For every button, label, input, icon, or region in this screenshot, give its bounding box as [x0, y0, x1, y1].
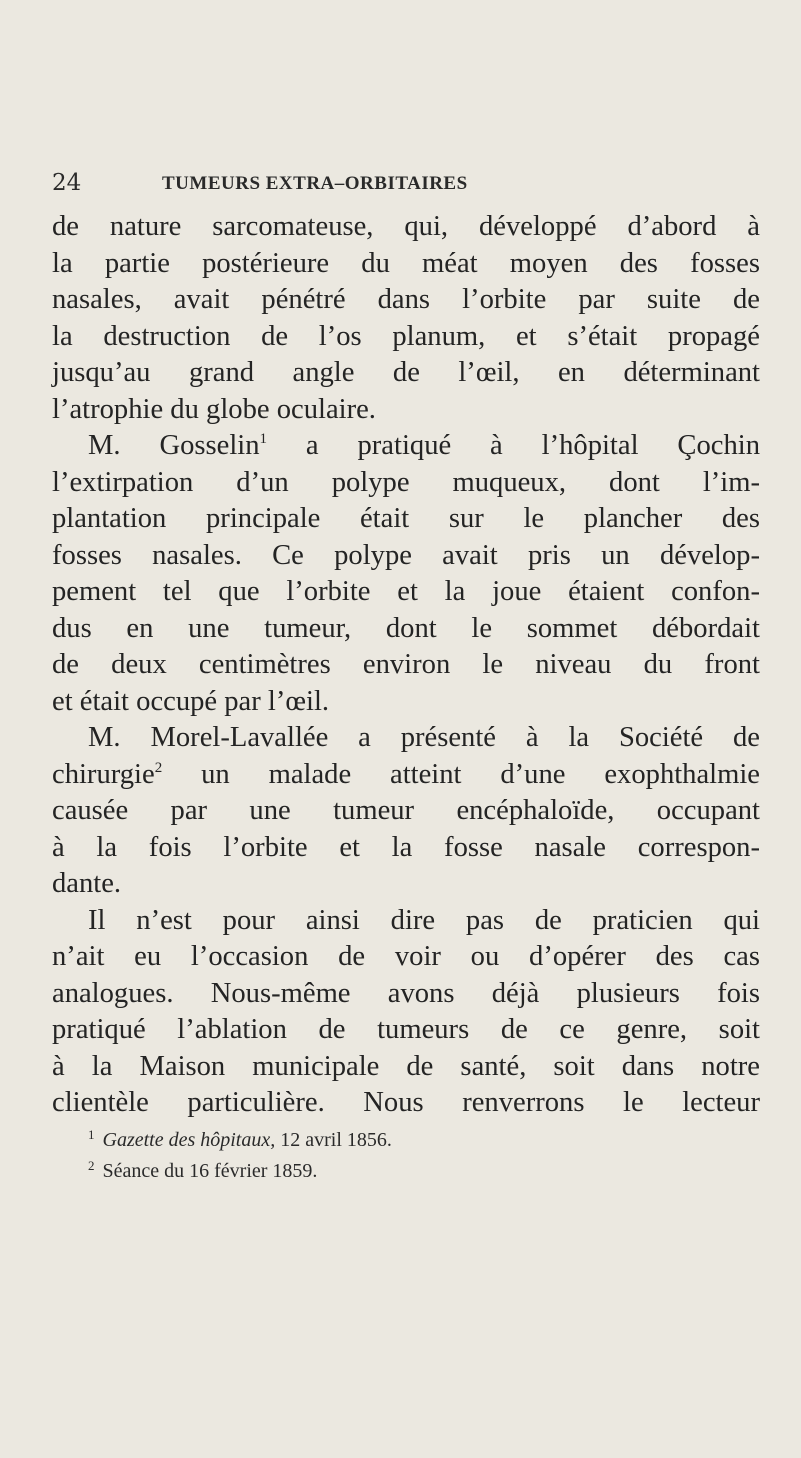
text-segment: chirurgie: [52, 758, 155, 790]
text-line: de deux centimètres environ le niveau du front: [52, 649, 760, 680]
body-text: [52, 209, 760, 1122]
text-line: pratiqué l’ablation de tumeurs de ce genre, soit: [52, 1014, 760, 1045]
text-line: [52, 428, 760, 465]
text-line: causée par une tumeur encéphaloïde, occupant: [52, 795, 760, 826]
footnote-1: [88, 1122, 768, 1153]
text-line: plantation principale était sur le plancher des: [52, 503, 760, 534]
page-number: 24: [52, 170, 82, 196]
text-line: analogues. Nous-même avons déjà plusieurs fois: [52, 977, 760, 1009]
text-line: nasales, avait pénétré dans l’orbite par suite de: [52, 284, 760, 315]
footnote-text: 12 avril 1856.: [280, 1129, 392, 1151]
running-title: TUMEURS EXTRA–ORBITAIRES: [162, 173, 468, 194]
text-segment: a pratiqué à l’hôpital Çochin: [305, 430, 760, 461]
footnote-mark: 2: [88, 1158, 95, 1173]
footnote-2: [88, 1153, 768, 1184]
text-segment: un malade atteint d’une exophthalmie: [201, 758, 760, 790]
footnote-source: Gazette des hôpitaux,: [102, 1129, 276, 1151]
text-line: n’ait eu l’occasion de voir ou d’opérer des cas: [52, 941, 760, 972]
footnotes: [88, 1122, 768, 1184]
footnote-mark: 1: [88, 1127, 95, 1142]
text-line: dante.: [52, 868, 122, 899]
text-line: de nature sarcomateuse, qui, développé d’abord à: [52, 211, 760, 242]
page-header: [52, 170, 752, 200]
text-line: jusqu’au grand angle de l’œil, en déterminant: [52, 357, 760, 388]
text-line: à la fois l’orbite et la fosse nasale correspon-: [52, 831, 760, 863]
footnote-text: Séance du 16 février 1859.: [102, 1160, 318, 1182]
text-line: la destruction de l’os planum, et s’était propagé: [52, 320, 760, 352]
text-segment: M. Gosselin: [88, 430, 260, 461]
text-line: l’atrophie du globe oculaire.: [52, 393, 376, 425]
text-line: l’extirpation d’un polype muqueux, dont l’im-: [52, 466, 760, 498]
text-line: la partie postérieure du méat moyen des fosses: [52, 247, 760, 279]
text-line: dus en une tumeur, dont le sommet débordait: [52, 612, 760, 644]
text-line: [52, 757, 760, 794]
text-line: à la Maison municipale de santé, soit dans notre: [52, 1050, 760, 1082]
text-line: et était occupé par l’œil.: [52, 685, 330, 717]
text-line: clientèle particulière. Nous renverrons le lecteur: [52, 1087, 760, 1118]
text-line: fosses nasales. Ce polype avait pris un dévelop-: [52, 539, 760, 571]
text-line: M. Morel-Lavallée a présenté à la Société de: [88, 722, 760, 753]
text-line: Il n’est pour ainsi dire pas de praticien qui: [88, 904, 760, 936]
footnote-ref: 1: [259, 431, 268, 447]
text-line: pement tel que l’orbite et la joue étaient confon-: [52, 576, 760, 607]
footnote-ref: 2: [154, 759, 163, 776]
